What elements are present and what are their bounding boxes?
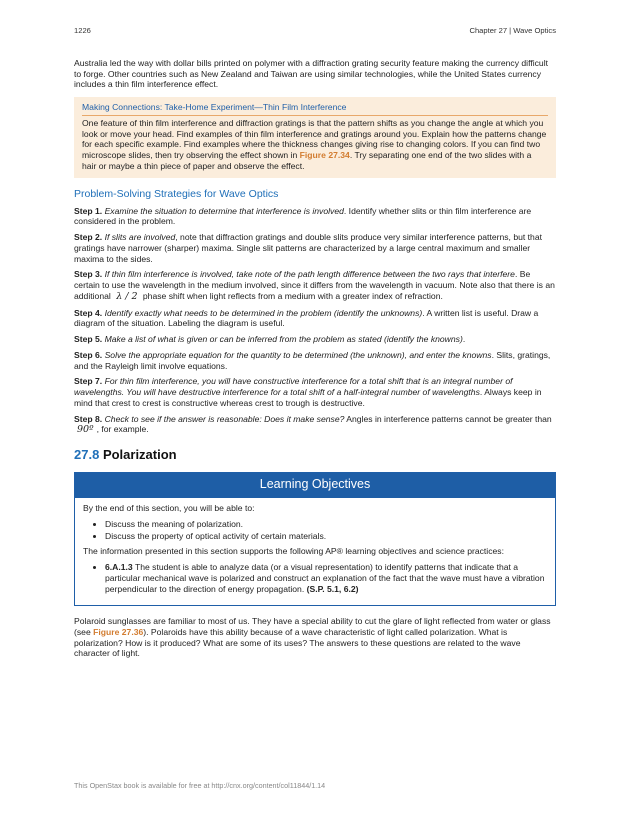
closing-text-b: ). Polaroids have this ability because of a wave characteristic of light called polarization. What is polarization? How is it produced? What are some of its uses? The answers to these questions are related to the wave character of light. (74, 626, 521, 659)
step-label: Step 4. (74, 307, 103, 318)
intro-paragraph: Australia led the way with dollar bills printed on polymer with a diffraction grating security feature making the currency difficult to forge. Other countries such as New Zealand and Taiwan are using similar technologies, while the United States currency includes a thin film interference effect. (74, 58, 548, 90)
step-italic: Identify exactly what needs to be determined in the problem (identify the unknowns) (104, 307, 423, 318)
step-7 (74, 376, 556, 408)
step-label: Step 5. (74, 334, 103, 345)
closing-text-a: Polaroid sunglasses are familiar to most of us. They have a special ability to cut the glare of light reflected from water or glass (see (74, 616, 551, 637)
step-rest: . Always keep in mind that crest to crest is constructive whereas crest to trough is destructive. (74, 387, 542, 408)
step-italic: Examine the situation to determine that interference is involved (104, 205, 344, 216)
section-heading (74, 447, 556, 463)
page-header (74, 26, 556, 38)
lo-intro: By the end of this section, you will be able to: (83, 503, 255, 514)
figure-27-36-link[interactable]: Figure 27.36 (93, 626, 144, 637)
section-number: 27.8 (74, 447, 100, 463)
step-italic: Check to see if the answer is reasonable: Does it make sense? (104, 413, 345, 424)
ninety-degrees-math: 90º (77, 424, 94, 436)
step-rest: . Be certain to use the wavelength in the medium involved, since it differs from the wavelength in vacuum. Note also that there is an additional (74, 269, 555, 301)
step-label: Step 8. (74, 413, 103, 424)
learning-objectives-box (74, 472, 556, 606)
chapter-title: Chapter 27 | Wave Optics (469, 26, 556, 35)
section-title: Polarization (102, 447, 177, 463)
page-content (74, 58, 556, 664)
step-label: Step 3. (74, 269, 103, 280)
learning-objectives-title: Learning Objectives (75, 473, 555, 498)
lambda-half-math: λ / 2 (116, 290, 138, 302)
ap-practice: (S.P. 5.1, 6.2) (306, 583, 359, 594)
making-connections-box (74, 97, 556, 177)
lo-list (83, 519, 547, 541)
page-footer: This OpenStax book is available for free at http://cnx.org/content/col11844/1.14 (74, 781, 326, 790)
step-rest: Angles in interference patterns cannot be greater than (344, 413, 552, 424)
step-5 (74, 334, 556, 345)
lo-item: • Discuss the property of optical activity of certain materials. (105, 531, 547, 542)
step-label: Step 2. (74, 232, 103, 243)
step-2 (74, 232, 556, 264)
step-rest-2: phase shift when light reflects from a medium with a greater index of refraction. (140, 290, 443, 301)
step-italic: For thin film interference, you will have constructive interference for a total shift that is an integral number of wavelengths. You will have destructive interference for a total shift of a half-integral number of wavelengths (74, 376, 513, 398)
step-italic: If slits are involved (104, 232, 176, 243)
mc-text-a: One feature of thin film interference and diffraction gratings is that the pattern shifts as you change the angle at which you look or move your head. Find examples of thin film interference and gratings around you. Explain how the patterns change for each specific example. Find examples where the thickness changes giving rise to changing colors. If you can find two microscope slides, then try observing the effect shown in (82, 117, 547, 161)
making-connections-title: Making Connections: Take-Home Experiment—Thin Film Interference (82, 102, 548, 116)
step-rest-2: , for example. (96, 424, 149, 435)
step-rest: . Identify whether slits or thin film interference are considered in the problem. (74, 205, 532, 227)
step-rest: , note that diffraction gratings and double slits produce very similar interference patterns, but that gratings have narrower (sharper) maxima. Single slit patterns are characterized by a large central maximum and smaller maxima to the sides. (74, 232, 542, 264)
making-connections-body (82, 118, 548, 172)
ap-code: 6.A.1.3 (105, 562, 133, 573)
figure-27-34-link[interactable]: Figure 27.34 (299, 150, 350, 161)
step-1 (74, 206, 556, 227)
mc-text-b: . Try separating one end of the two slides with a hair or maybe a thin piece of paper and observe the effect. (82, 150, 532, 171)
page-number: 1226 (74, 26, 91, 35)
step-8 (74, 414, 556, 437)
strategies-title: Problem-Solving Strategies for Wave Optics (74, 187, 279, 200)
ap-text: The student is able to analyze data (or a visual representation) to identify patterns that indicate that a particular mechanical wave is polarized and construct an explanation of the fact that the wave must have a vibration perpendicular to the direction of energy propagation. (105, 562, 545, 594)
step-rest: . Slits, gratings, and the Rayleigh limit involve equations. (74, 349, 551, 371)
step-italic: If thin film interference is involved, take note of the path length difference between the two rays that interfere (104, 269, 515, 280)
step-rest: . (462, 334, 466, 345)
step-6 (74, 350, 556, 371)
ap-list (83, 562, 547, 594)
step-label: Step 7. (74, 376, 103, 387)
learning-objectives-body (75, 498, 555, 605)
ap-item (105, 562, 547, 594)
step-rest: . A written list is useful. Draw a diagram of the situation. Labeling the diagram is useful. (74, 307, 539, 329)
lo-item: • Discuss the meaning of polarization. (105, 519, 547, 530)
step-italic: Make a list of what is given or can be inferred from the problem as stated (identify the knowns) (104, 334, 463, 345)
step-italic: Solve the appropriate equation for the quantity to be determined (the unknown), and enter the knowns (104, 349, 492, 360)
step-4 (74, 308, 556, 329)
step-label: Step 6. (74, 349, 103, 360)
step-3 (74, 269, 556, 302)
closing-paragraph (74, 616, 556, 659)
step-label: Step 1. (74, 205, 103, 216)
ap-intro: The information presented in this section supports the following AP® learning objectives and science practices: (83, 546, 504, 557)
